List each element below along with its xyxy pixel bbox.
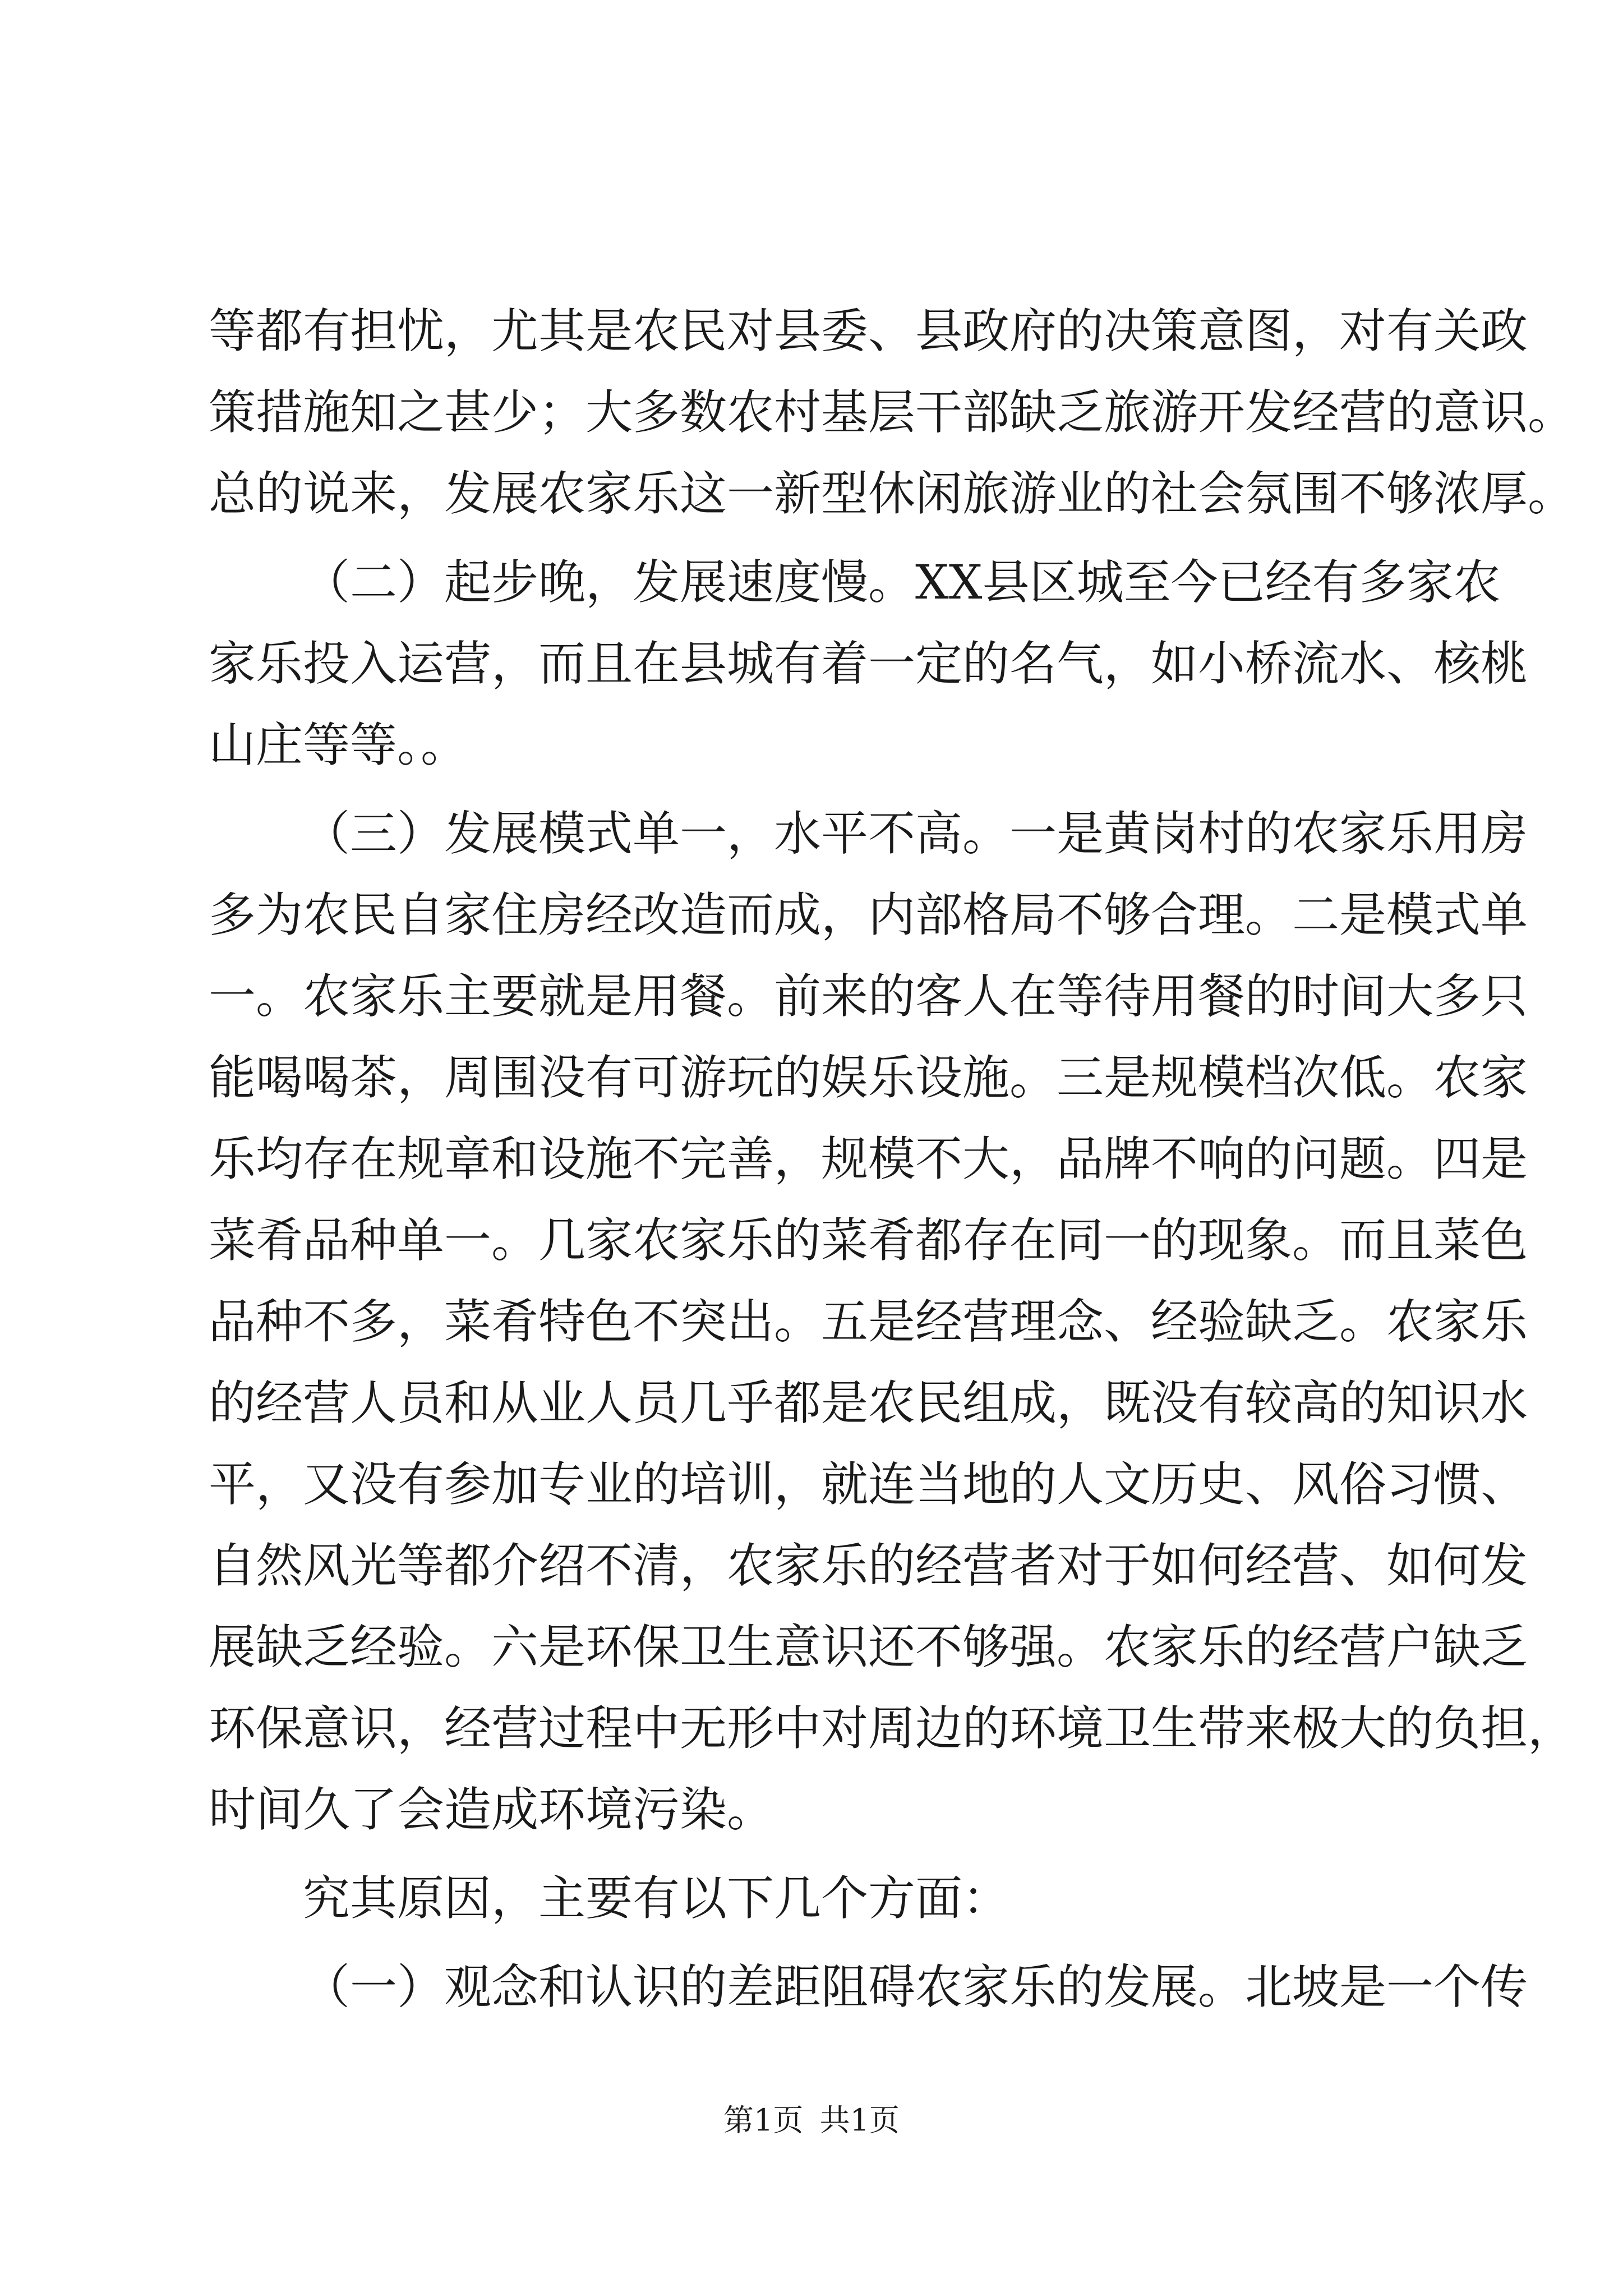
text-line: 总的说来，发展农家乐这一新型休闲旅游业的社会氛围不够浓厚。 bbox=[209, 466, 1575, 521]
paragraph-start: （二）起步晚，发展速度慢。XX县区城至今已经有多家农 bbox=[303, 555, 1501, 610]
text-line: 乐均存在规章和设施不完善，规模不大，品牌不响的问题。四是 bbox=[209, 1131, 1528, 1186]
text-line: 山庄等等。。 bbox=[209, 717, 468, 772]
text-line: 菜肴品种单一。几家农家乐的菜肴都存在同一的现象。而且菜色 bbox=[209, 1213, 1528, 1268]
paragraph-start: 究其原因，主要有以下几个方面： bbox=[303, 1871, 1010, 1926]
text-line: 家乐投入运营，而且在县城有着一定的名气，如小桥流水、核桃 bbox=[209, 636, 1528, 691]
text-line: 的经营人员和从业人员几乎都是农民组成，既没有较高的知识水 bbox=[209, 1375, 1528, 1430]
text-line: 多为农民自家住房经改造而成，内部格局不够合理。二是模式单 bbox=[209, 887, 1528, 942]
text-line: 环保意识，经营过程中无形中对周边的环境卫生带来极大的负担， bbox=[209, 1701, 1575, 1756]
text-line: 能喝喝茶，周围没有可游玩的娱乐设施。三是规模档次低。农家 bbox=[209, 1050, 1528, 1105]
text-line: 等都有担忧，尤其是农民对县委、县政府的决策意图，对有关政 bbox=[209, 303, 1528, 358]
page-footer bbox=[0, 2098, 1623, 2143]
text-line: 品种不多，菜肴特色不突出。五是经营理念、经验缺乏。农家乐 bbox=[209, 1294, 1528, 1349]
text-line: 一。农家乐主要就是用餐。前来的客人在等待用餐的时间大多只 bbox=[209, 969, 1528, 1024]
paragraph-start: （一）观念和认识的差距阻碍农家乐的发展。北坡是一个传 bbox=[303, 1959, 1528, 2014]
text-line: 时间久了会造成环境污染。 bbox=[209, 1782, 774, 1837]
page-total: 共1页 bbox=[819, 2102, 900, 2138]
text-line: 展缺乏经验。六是环保卫生意识还不够强。农家乐的经营户缺乏 bbox=[209, 1619, 1528, 1674]
text-line: 平，又没有参加专业的培训，就连当地的人文历史、风俗习惯、 bbox=[209, 1457, 1528, 1512]
text-line: 自然风光等都介绍不清，农家乐的经营者对于如何经营、如何发 bbox=[209, 1538, 1528, 1593]
text-line: 策措施知之甚少；大多数农村基层干部缺乏旅游开发经营的意识。 bbox=[209, 385, 1575, 440]
paragraph-start: （三）发展模式单一，水平不高。一是黄岗村的农家乐用房 bbox=[303, 806, 1528, 861]
page-number: 第1页 bbox=[723, 2102, 804, 2138]
